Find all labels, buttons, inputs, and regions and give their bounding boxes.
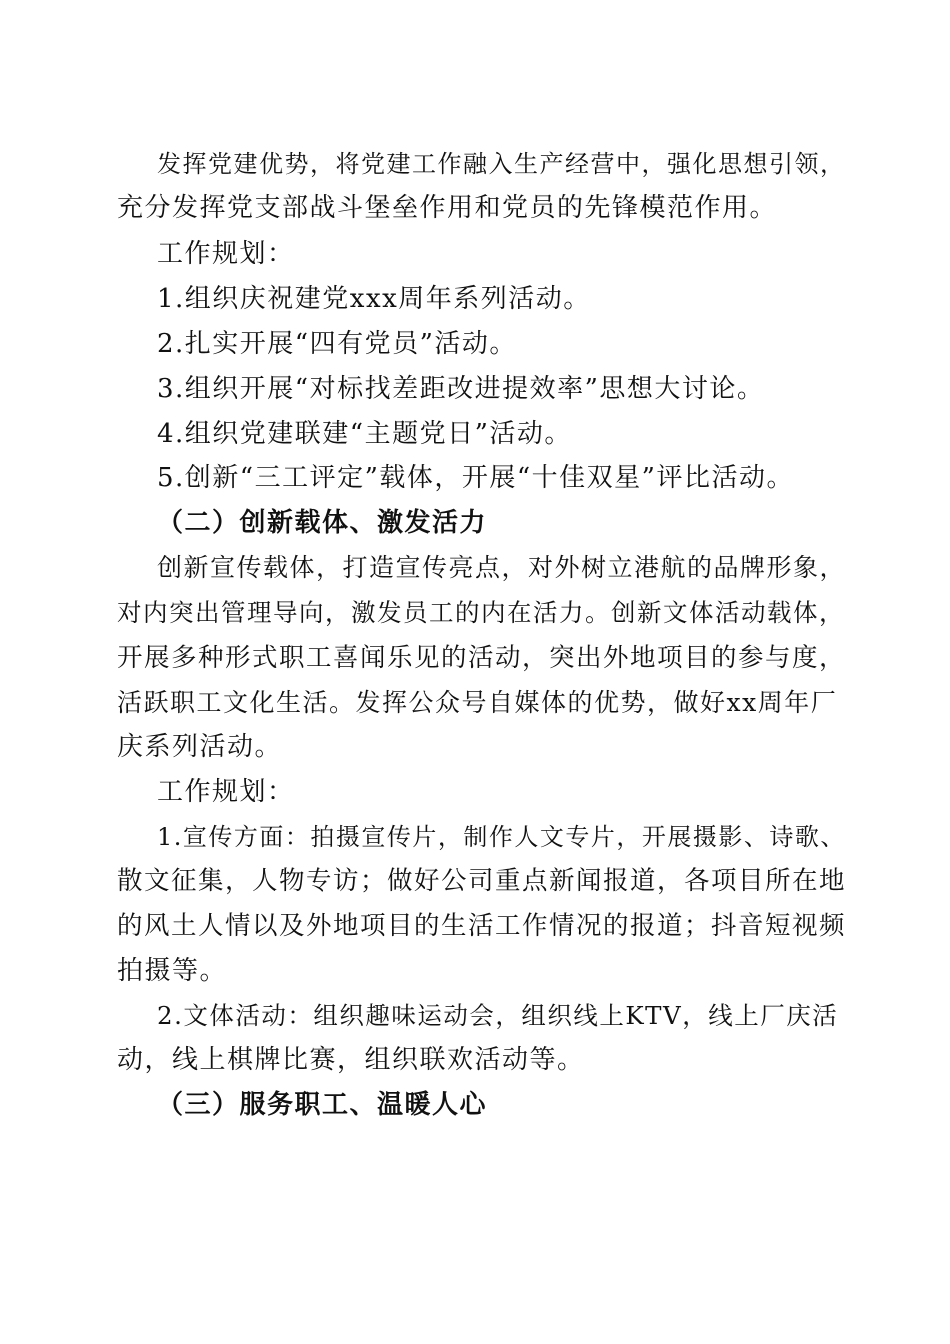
list-item: 2.文体活动：组织趣味运动会，组织线上KTV，线上厂庆活	[157, 1001, 839, 1030]
paragraph-line: 发挥党建优势，将党建工作融入生产经营中，强化思想引领，	[157, 150, 846, 178]
list-item: 1.宣传方面：拍摄宣传片，制作人文专片，开展摄影、诗歌、	[157, 823, 846, 851]
paragraph-line: 开展多种形式职工喜闻乐见的活动，突出外地项目的参与度，	[117, 643, 847, 673]
paragraph-line: 创新宣传载体，打造宣传亮点，对外树立港航的品牌形象，	[157, 553, 847, 582]
paragraph-line: 动，线上棋牌比赛，组织联欢活动等。	[117, 1045, 585, 1075]
paragraph-line: 充分发挥党支部战斗堡垒作用和党员的先锋模范作用。	[117, 193, 778, 223]
paragraph-line: 对内突出管理导向，激发员工的内在活力。创新文体活动载体，	[117, 598, 845, 627]
paragraph-line: 庆系列活动。	[117, 732, 283, 762]
list-item: 1.组织庆祝建党xxx周年系列活动。	[157, 284, 591, 314]
paragraph-line: 的风土人情以及外地项目的生活工作情况的报道；抖音短视频	[117, 911, 847, 941]
list-item: 5.创新“三工评定”载体，开展“十佳双星”评比活动。	[157, 463, 794, 493]
list-item: 4.组织党建联建“主题党日”活动。	[157, 419, 572, 449]
paragraph-line: 工作规划：	[157, 777, 295, 807]
paragraph-line: 活跃职工文化生活。发挥公众号自媒体的优势，做好xx周年厂	[117, 688, 838, 717]
paragraph-line: 拍摄等。	[117, 956, 228, 986]
list-item: 3.组织开展“对标找差距改进提效率”思想大讨论。	[157, 374, 765, 404]
paragraph-line: 散文征集，人物专访；做好公司重点新闻报道，各项目所在地	[117, 866, 847, 896]
list-item: 2.扎实开展“四有党员”活动。	[157, 329, 517, 359]
section-heading: （三）服务职工、温暖人心	[157, 1090, 488, 1120]
paragraph-line: 工作规划：	[157, 239, 295, 269]
section-heading: （二）创新载体、激发活力	[157, 508, 488, 538]
